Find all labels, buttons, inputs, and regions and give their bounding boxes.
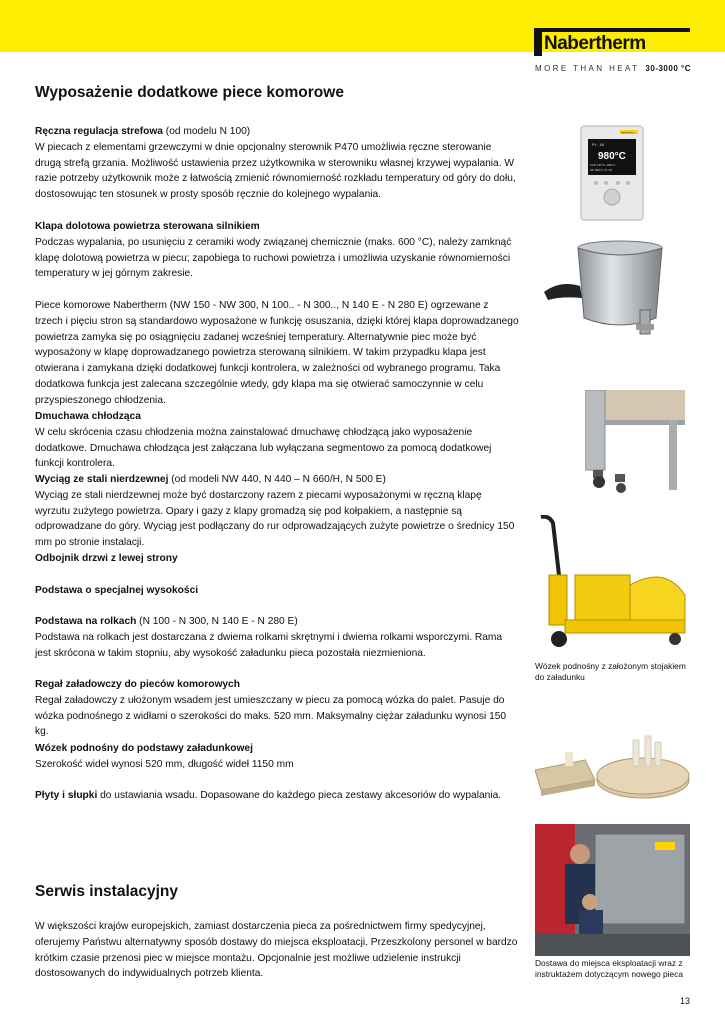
wyciag-title: Wyciąg ze stali nierdzewnej: [35, 474, 169, 485]
controller-p470-image: [580, 125, 644, 221]
wozek-title: Wózek podnośny do podstawy załadunkowej: [35, 743, 253, 754]
wozek-body: Szerokość wideł wynosi 520 mm, długość wideł 1150 mm: [35, 758, 294, 770]
serwis-title: Serwis instalacyjny: [35, 883, 179, 900]
reczna-title: Ręczna regulacja strefowa: [35, 126, 163, 137]
podstawa-rolki-title: Podstawa na rolkach: [35, 616, 137, 627]
plyty-title: Płyty i słupki: [35, 790, 98, 801]
base-on-wheels-image: [585, 390, 685, 495]
stainless-exhaust-hood-image: [540, 240, 670, 340]
caption-dostawa: Dostawa do miejsca eksploatacji wraz z instruktażem dotyczącym nowego pieca: [535, 958, 684, 979]
section-plyty: [35, 788, 519, 804]
section-regal: [35, 677, 519, 740]
regal-body: Regał załadowczy z ułożonym wsadem jest umieszczany w piecu za pomocą wózka do palet. Pasuje do wózka podnośnego z widłami o szerokości do maks. 520 mm. Maksymalny ciężar załadunku wynosi 150 kg.: [35, 694, 507, 738]
section-wozek: [35, 741, 519, 773]
section-klapa: [35, 219, 519, 282]
wyciag-body: Wyciąg ze stali nierdzewnej może być dostarczony razem z piecami wyposażonymi w ręczną klapę wyrzutu zużytego powietrza. Opary i gazy z klapy gromadzą się pod kołpakiem, a następnie są odprowadzane do góry. Wyciąg jest podłączany do rur odprowadzających zużyte powietrze o średnicy 150 mm po stronie instalacji.: [35, 489, 515, 549]
section-serwis: [35, 919, 519, 982]
wyciag-suffix: (od modeli NW 440, N 440 – N 660/H, N 500 E): [168, 474, 386, 485]
controller-line2: ZAD 150°C~980°C: [590, 163, 616, 167]
plates-and-posts-image: [535, 730, 690, 802]
klapa-body: Podczas wypalania, po usunięciu z ceramiki wody związanej chemicznie (maks. 600 °C), należy zamknąć klapę dolotową powietrza w piecu; zapobiega to ruchowi powietrza i umożliwia uzyskanie równomierności temperatury w jej górnym zakresie.: [35, 236, 512, 280]
section-podstawa-wys: [35, 583, 519, 599]
serwis-body: W większości krajów europejskich, zamiast dostarczenia pieca za pośrednictwem firmy spedycyjnej, oferujemy Państwu alternatywny sposób dostawy do miejsca eksploatacji. Przeszkolony personel w bardzo krótkim czasie przenosi piec w miejsce montażu. Opcjonalnie jest możliwe udzielenie instrukcji dostosowanych do indywidualnych potrzeb klienta.: [35, 921, 518, 980]
controller-temp: 980°C: [598, 151, 626, 162]
plyty-suffix: do ustawiania wsadu. Dopasowane do każdego pieca zestawy akcesoriów do wypalania.: [97, 790, 502, 801]
svg-text:Nabertherm: Nabertherm: [544, 33, 646, 54]
section-odbojnik: [35, 551, 519, 567]
tagline-text: MORE THAN HEAT: [535, 64, 640, 73]
pallet-lift-truck-image: [535, 515, 690, 655]
reczna-suffix: (od modelu N 100): [162, 126, 251, 137]
reczna-body: W piecach z elementami grzewczymi w dnie opcjonalny sterownik P470 umożliwia ręczne sterowanie drugą strefą grzania. Możliwość ustawienia przez użytkownika w sterowniku własnej krzywej wypalania. W razie potrzeby użytkownik może z łatwością zmienić równomierność rozkładu temperatury od góry do dołu, dostosowując ten stosunek w prosty sposób ręcznie do kolejnego wypalania.: [35, 141, 516, 201]
controller-line3: SP 980°C 1h 18': [590, 168, 613, 172]
nabertherm-logo: [534, 28, 690, 56]
section-podstawa-rolki: [35, 614, 519, 661]
podstawa-wys-title: Podstawa o specjalnej wysokości: [35, 585, 199, 596]
delivery-service-image: [535, 824, 690, 956]
controller-line1: P4 · 1/6: [592, 143, 605, 147]
klapa-title: Klapa dolotowa powietrza sterowana silnikiem: [35, 221, 260, 232]
controller-brand: Nabertherm: [621, 131, 635, 135]
page-title: Wyposażenie dodatkowe piece komorowe: [35, 84, 344, 101]
section-dmuchawa: [35, 409, 519, 472]
podstawa-rolki-body: Podstawa na rolkach jest dostarczana z dwiema rolkami skrętnymi i dwiema rolkami wsporczymi. Rama jest skrócona w takim stopniu, aby wysokość załadunku pieca pozostała niezmieniona.: [35, 631, 503, 659]
section-piece-komorowe: [35, 298, 519, 409]
page-number: 13: [680, 996, 691, 1006]
dmuchawa-title: Dmuchawa chłodząca: [35, 411, 141, 422]
section-wyciag: [35, 472, 519, 551]
section-reczna-regulacja: [35, 124, 519, 203]
piece-body: Piece komorowe Nabertherm (NW 150 - NW 300, N 100.. - N 300.., N 140 E - N 280 E) ogrzewane z trzech i pięciu stron są standardowo wyposażone w funkcję osuszania, dzięki której klapa doprowadzanego powietrza zamyka się po osiągnięciu zadanej wcześniej temperatury. Alternatywnie piec może być wyposażony w klapę doprowadzanego powietrza sterowaną silnikiem. W takim przypadku klapa jest otwierana i zamykana dzięki dodatkowej funkcji kontrolera, w zależności od wybranego programu. Taka dodatkowa funkcja jest zalecana szczególnie wtedy, gdy klapa ma się otwierać samoczynnie w celu przyspieszonego chłodzenia.: [35, 300, 519, 406]
tagline: [535, 64, 691, 73]
podstawa-rolki-suffix: (N 100 - N 300, N 140 E - N 280 E): [136, 616, 298, 627]
temp-range: 30-3000 °C: [645, 64, 691, 73]
odbojnik-title: Odbojnik drzwi z lewej strony: [35, 553, 178, 564]
dmuchawa-body: W celu skrócenia czasu chłodzenia można zainstalować dmuchawę chłodzącą jako wyposażenie dodatkowe. Dmuchawa chłodząca jest załączana lub wyłączana segmentowo za pomocą dodatkowej funkcji kontrolera.: [35, 426, 492, 470]
caption-wozek: Wózek podnośny z założonym stojakiem do załadunku: [535, 661, 686, 682]
regal-title: Regał załadowczy do pieców komorowych: [35, 679, 240, 690]
